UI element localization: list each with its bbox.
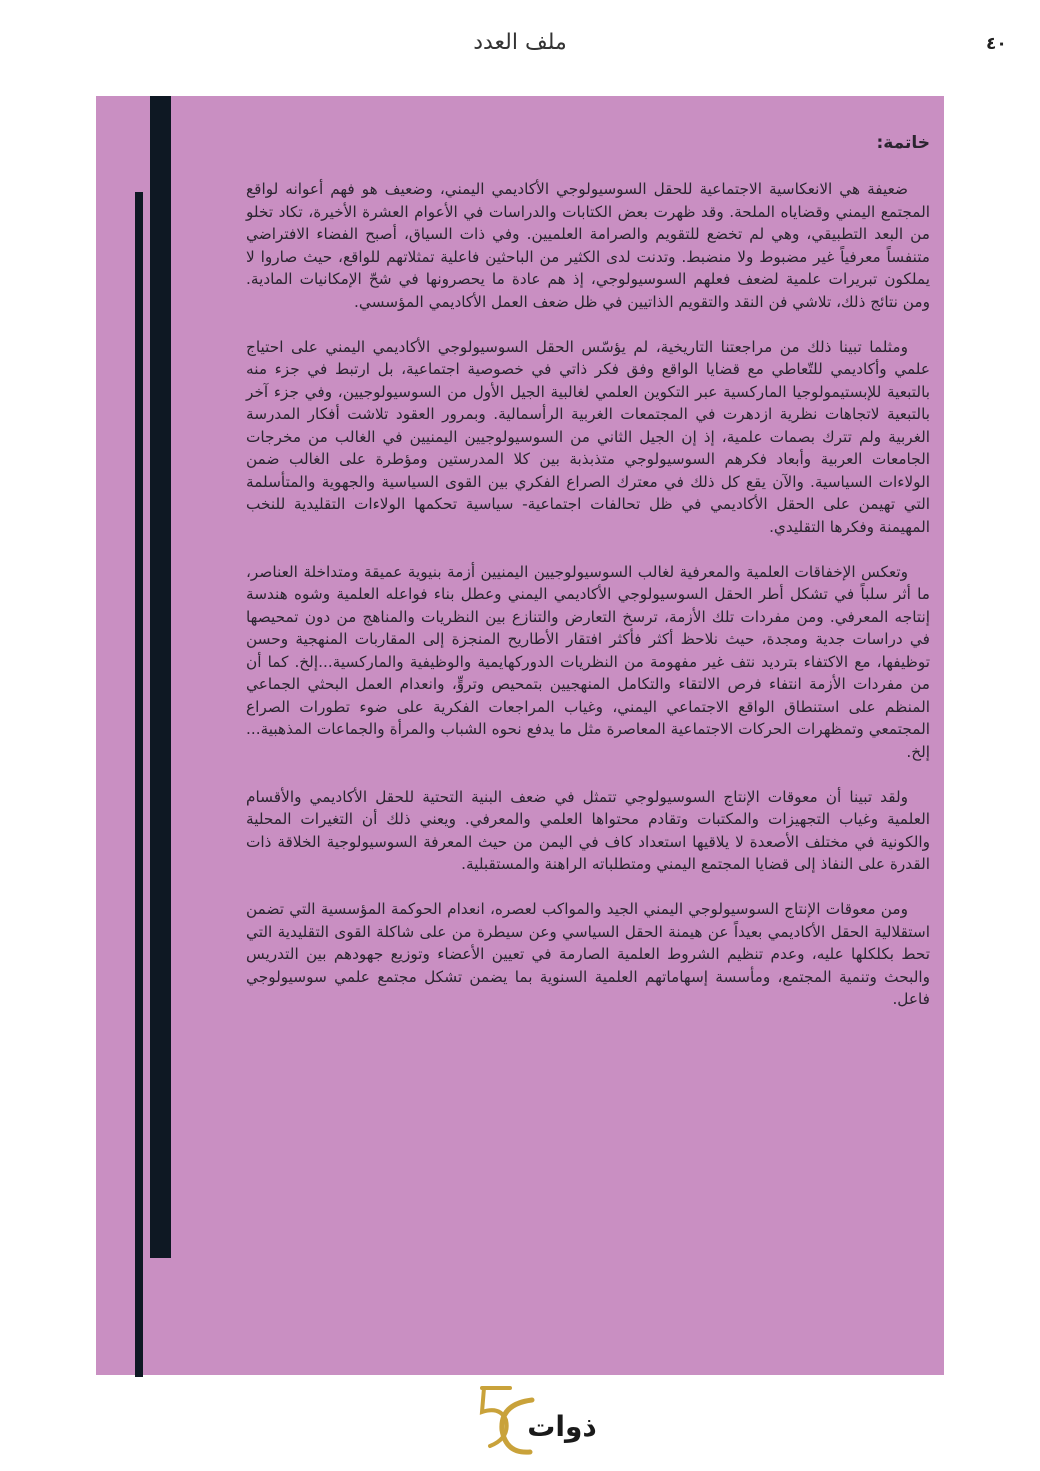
section-heading: خاتمة: bbox=[876, 133, 930, 153]
paragraph-4: ولقد تبينا أن معوقات الإنتاج السوسيولوجي تتمثل في ضعف البنية التحتية للحقل الأكاديمي والأقسام العلمية وغياب التجهيزات والمكتبات وتقادم محتواها العلمي والمعرفي. ويعني ذلك أن التغيرات المحلية والكونية في مختلف الأصعدة لا يلاقيها استعداد كاف في اليمن من حيث المعرفة السوسيولوجية الخلاقة ذات القدرة على النفاذ إلى قضايا المجتمع اليمني ومتطلباته الراهنة والمستقبلية. bbox=[246, 787, 930, 873]
paragraph-2: ومثلما تبينا ذلك من مراجعتنا التاريخية، لم يؤسّس الحقل السوسيولوجي الأكاديمي اليمني على احتياج علمي وأكاديمي للتّعاطي مع قضايا الواقع وفق فكر ذاتي في خصوصية اجتماعية، بل ارتبط في جزء منه بالتبعية للإبستيمولوجيا الماركسية عبر التكوين العلمي لغالبية الجيل الأول من السوسيولوجيين، وفي جزء آخر بالتبعية لاتجاهات نظرية ازدهرت في المجتمعات الغربية الرأسمالية. وبمرور العقود تلاشت أفكار المدرسة الغربية ولم تترك بصمات علمية، إذ إن الجيل الثاني من السوسيولوجيين اليمنيين في الغالب من مخرجات الجامعات العربية وأبعاد فكرهم السوسيولوجي متذبذبة بين كلا المدرستين ومؤطرة على الغالب ضمن الولاءات السياسية. والآن يقع كل ذلك في معترك الصراع الفكري بين القوى السياسية والجهوية والمتأسلمة التي تهيمن على الحقل الأكاديمي في ظل تحالفات اجتماعية- سياسية تحكمها الولاءات التقليدية للنخب المهيمنة وفكرها التقليدي. bbox=[246, 337, 930, 536]
paragraph-1: ضعيفة هي الانعكاسية الاجتماعية للحقل السوسيولوجي الأكاديمي اليمني، وضعيف هو فهم أعوانه لواقع المجتمع اليمني وقضاياه الملحة. وقد ظهرت بعض الكتابات والدراسات في الأعوام العشرة الأخيرة، تكاد تخلو من البعد التطبيقي، وهي لم تخضع للتقويم والصرامة العلميين. وفي ذات السياق، أصبح الفضاء الافتراضي متنفساً معرفياً غير مضبوط ولا منضبط. وتدنت لدى الكثير من الباحثين فاعلية تمثلاتهم للواقع، حيث صاروا لا يملكون تبريرات علمية لضعف فعلهم السوسيولوجي، إذ هم عادة ما يحصرونها في شحّ الإمكانيات المادية. ومن نتائج ذلك، تلاشي فن النقد والتقويم الذاتيين في ظل ضعف العمل الأكاديمي المؤسسي. bbox=[246, 180, 930, 311]
logo-wordmark: ذوات bbox=[527, 1410, 597, 1443]
decorative-bar-thick bbox=[150, 96, 171, 1258]
article-body bbox=[246, 130, 930, 1033]
paragraph-3: وتعكس الإخفاقات العلمية والمعرفية لغالب السوسيولوجيين اليمنيين أزمة بنيوية عميقة ومتداخلة العناصر، ما أثر سلباً في تشكل أطر الحقل السوسيولوجي الأكاديمي اليمني وعطل بناء فواعله العلمية وشوه هندسة إنتاجه المعرفي. ومن مفردات تلك الأزمة، ترسخ التعارض والتنازع بين النظريات والمناهج من دون تمحيصها في دراسات جدية ومجدة، حيث نلاحظ أكثر فأكثر افتقار الأطاريح المنجزة إلى المقاربات المنهجية وحسن توظيفها، مع الاكتفاء بترديد نتف غير مفهومة من النظريات الدوركهايمية والوظيفية والماركسية...إلخ. كما أن من مفردات الأزمة انتفاء فرص الالتقاء والتكامل المنهجيين بتمحيص وتروٍّ، وانعدام العمل البحثي الجماعي المنظم على استنطاق الواقع الاجتماعي اليمني، وغياب المراجعات الفكرية على ضوء تطورات الصراع المجتمعي وتمظهرات الحركات الاجتماعية المعاصرة مثل ما يدفع نحوه الشباب والمرأة والجماعات المذهبية... إلخ. bbox=[246, 562, 930, 761]
page-number: ٤٠ bbox=[986, 34, 1007, 54]
paragraph-5: ومن معوقات الإنتاج السوسيولوجي اليمني الجيد والمواكب لعصره، انعدام الحوكمة المؤسسية التي تضمن استقلالية الحقل الأكاديمي بعيداً عن هيمنة الحقل السياسي وعن سيطرة من على شاكلة القوى التقليدية التي تحط بكلكلها عليه، وعدم تنظيم الشروط العلمية الصارمة في تعيين الأعضاء وتوزيع جهودهم بين التدريس والبحث وتنمية المجتمع، ومأسسة إسهاماتهم العلمية السنوية بما يضمن تشكل مجتمع علمي سوسيولوجي فاعل. bbox=[246, 900, 930, 1008]
dhawat-50-logo bbox=[470, 1380, 610, 1460]
page-header-title: ملف العدد bbox=[473, 30, 567, 55]
decorative-bar-thin bbox=[135, 192, 143, 1377]
